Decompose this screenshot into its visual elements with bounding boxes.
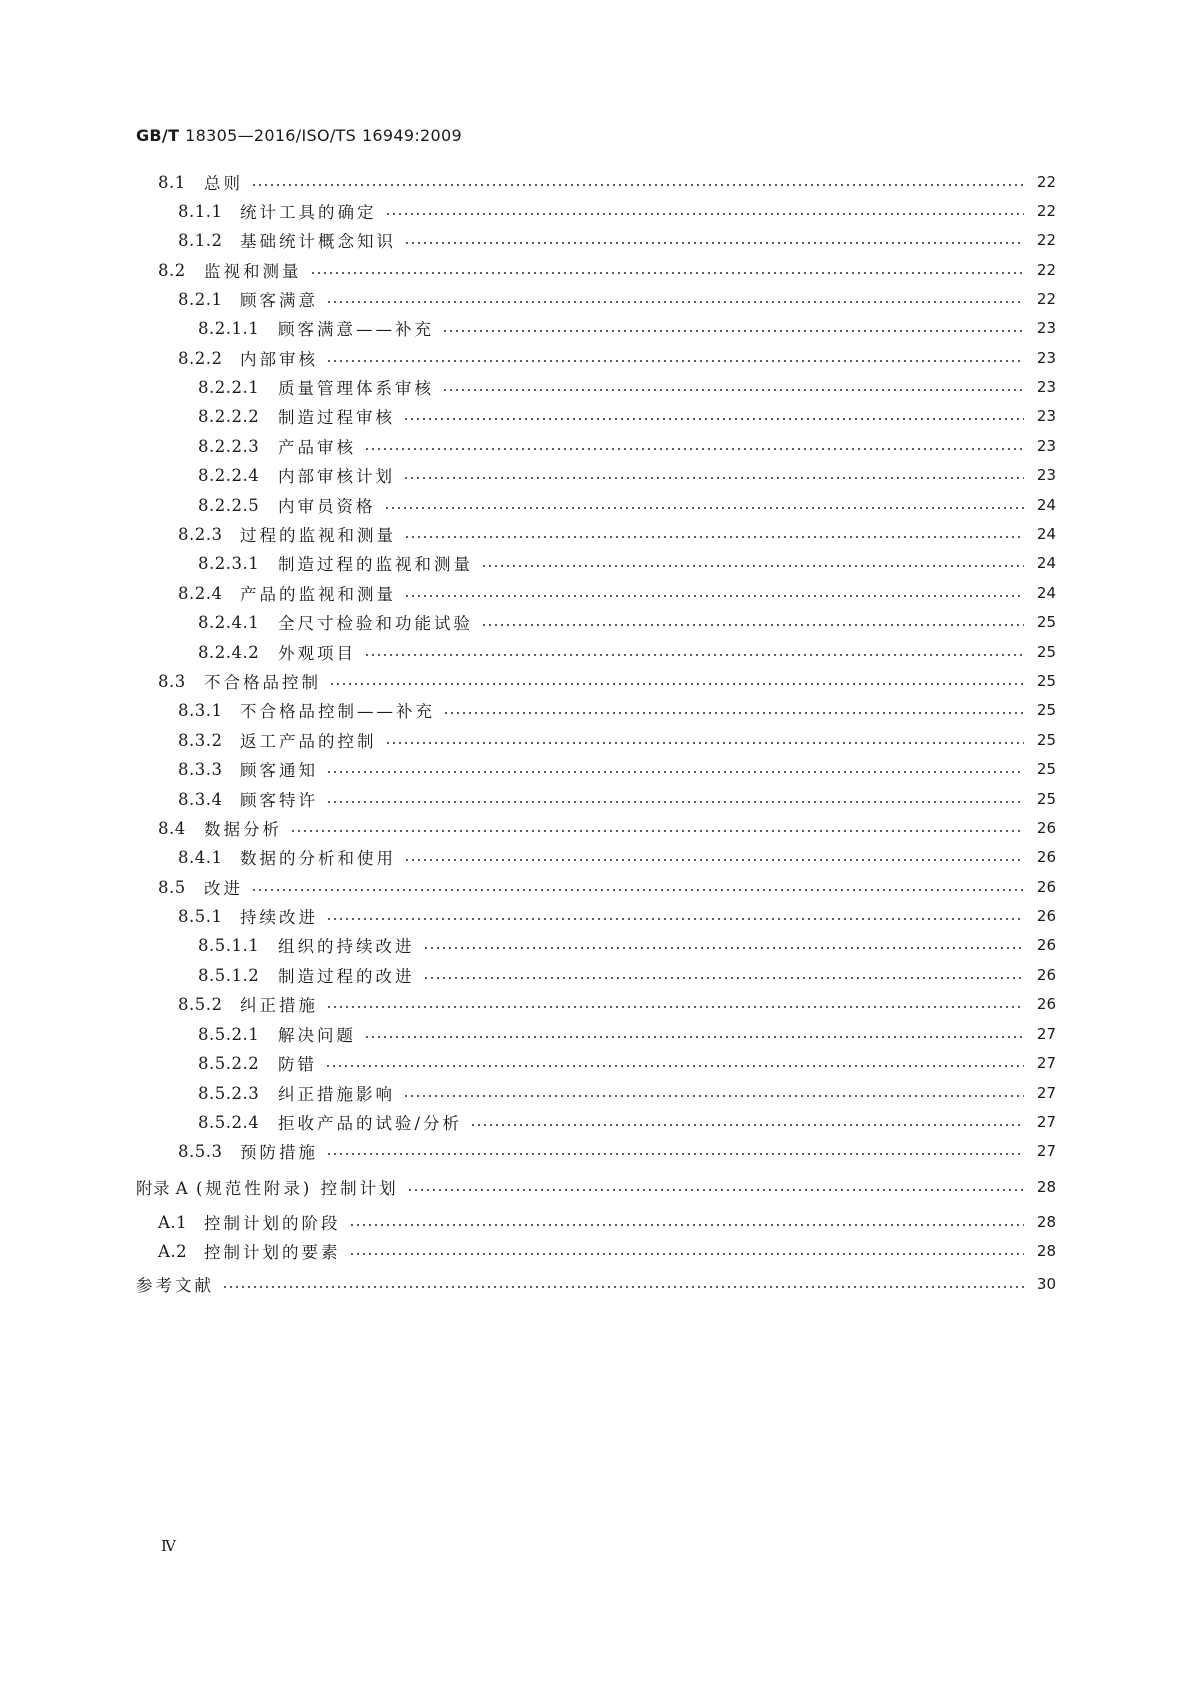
toc-entry-page: 22 — [1036, 202, 1056, 220]
toc-entry[interactable] — [198, 375, 1056, 399]
toc-entry-number: 8.2.3 — [178, 524, 223, 544]
toc-entry-number: 8.2.4 — [178, 583, 223, 603]
dot-leader — [403, 418, 1024, 420]
toc-entry[interactable] — [198, 493, 1056, 517]
toc-entry-title: 基础统计概念知识 — [240, 232, 396, 251]
toc-entry-number: 8.4.1 — [178, 847, 223, 867]
dot-leader — [364, 654, 1024, 656]
dot-leader — [290, 830, 1024, 832]
toc-entry[interactable] — [198, 1022, 1056, 1046]
toc-entry[interactable] — [178, 522, 1056, 546]
dot-leader — [404, 242, 1024, 244]
toc-entry[interactable] — [198, 963, 1056, 987]
toc-entry-title: 内审员资格 — [278, 497, 376, 516]
toc-entry-title: 持续改进 — [240, 908, 318, 927]
toc-entry[interactable] — [178, 228, 1056, 252]
toc-entry-title: 数据分析 — [204, 820, 282, 839]
toc-entry-title: 纠正措施 — [240, 996, 318, 1015]
toc-entry-number: 8.5 — [158, 877, 186, 897]
dot-leader — [443, 712, 1024, 714]
toc-entry-title: 解决问题 — [278, 1026, 356, 1045]
dot-leader — [326, 771, 1024, 773]
toc-entry[interactable] — [198, 1051, 1056, 1075]
dot-leader — [404, 595, 1024, 597]
dot-leader — [481, 565, 1024, 567]
toc-entry-title: (规范性附录) 控制计划 — [196, 1179, 399, 1198]
dot-leader — [404, 859, 1024, 861]
toc-entry-number: 8.2.2.4 — [198, 465, 260, 485]
dot-leader — [470, 1124, 1024, 1126]
toc-entry[interactable] — [198, 404, 1056, 428]
toc-entry-number: 8.3.2 — [178, 730, 223, 750]
toc-entry-title: 拒收产品的试验/分析 — [278, 1114, 463, 1133]
toc-entry-page: 23 — [1036, 319, 1056, 337]
toc-entry-title: 产品的监视和测量 — [240, 585, 396, 604]
toc-entry-number: 8.2.1 — [178, 289, 223, 309]
toc-entry-page: 24 — [1036, 525, 1056, 543]
toc-entry[interactable] — [178, 199, 1056, 223]
toc-entry-page: 27 — [1036, 1054, 1056, 1072]
toc-entry-number: 8.2 — [158, 260, 186, 280]
toc-entry-page: 26 — [1036, 907, 1056, 925]
toc-entry-page: 28 — [1036, 1213, 1056, 1231]
toc-entry-number: 8.5.3 — [178, 1141, 223, 1161]
toc-entry-number: 8.1.1 — [178, 201, 223, 221]
toc-entry-title: 全尺寸检验和功能试验 — [278, 614, 473, 633]
toc-entry[interactable] — [198, 640, 1056, 664]
toc-entry-page: 23 — [1036, 407, 1056, 425]
toc-entry-title: 改进 — [204, 879, 243, 898]
toc-entry[interactable] — [158, 1210, 1056, 1234]
dot-leader — [481, 624, 1024, 626]
toc-entry-title: 预防措施 — [240, 1143, 318, 1162]
toc-entry-page: 30 — [1036, 1275, 1056, 1293]
toc-entry-page: 26 — [1036, 936, 1056, 954]
toc-entry-title: 纠正措施影响 — [278, 1085, 395, 1104]
toc-entry[interactable] — [136, 1272, 1056, 1296]
toc-entry-page: 26 — [1036, 848, 1056, 866]
toc-entry[interactable] — [178, 992, 1056, 1016]
toc-entry-number: 8.5.2.1 — [198, 1024, 260, 1044]
toc-entry[interactable] — [136, 1175, 1056, 1199]
toc-entry-title: 顾客通知 — [240, 761, 318, 780]
toc-entry-page: 25 — [1036, 613, 1056, 631]
dot-leader — [326, 918, 1024, 920]
toc-entry-number: 8.4 — [158, 818, 186, 838]
toc-entry-number: 8.1.2 — [178, 230, 223, 250]
toc-entry[interactable] — [158, 170, 1056, 194]
toc-entry-page: 22 — [1036, 261, 1056, 279]
toc-entry-page: 22 — [1036, 290, 1056, 308]
toc-entry-title: 不合格品控制——补充 — [240, 702, 435, 721]
toc-entry-title: 内部审核 — [240, 350, 318, 369]
toc-entry-number: 8.2.1.1 — [198, 318, 260, 338]
toc-entry-title: 返工产品的控制 — [240, 732, 377, 751]
toc-entry-number: 8.5.1.2 — [198, 965, 260, 985]
toc-entry-number: 8.2.2.3 — [198, 436, 260, 456]
toc-entry-page: 26 — [1036, 966, 1056, 984]
toc-entry-title: 外观项目 — [278, 644, 356, 663]
toc-entry[interactable] — [178, 581, 1056, 605]
dot-leader — [385, 742, 1025, 744]
toc-entry-number: A.1 — [158, 1212, 188, 1232]
toc-entry-number: 8.5.2.2 — [198, 1053, 260, 1073]
dot-leader — [404, 536, 1024, 538]
dot-leader — [423, 977, 1025, 979]
toc-entry-page: 26 — [1036, 819, 1056, 837]
toc-entry-number: 8.5.1.1 — [198, 935, 260, 955]
toc-entry-number: 8.2.4.2 — [198, 642, 260, 662]
toc-entry-page: 25 — [1036, 701, 1056, 719]
toc-entry-page: 25 — [1036, 643, 1056, 661]
toc-entry-page: 25 — [1036, 731, 1056, 749]
dot-leader — [423, 947, 1025, 949]
toc-entry[interactable] — [198, 1081, 1056, 1105]
toc-entry-title: 制造过程的监视和测量 — [278, 555, 473, 574]
toc-entry-number: 8.1 — [158, 172, 186, 192]
toc-entry[interactable] — [178, 787, 1056, 811]
toc-entry[interactable] — [198, 434, 1056, 458]
toc-entry-page: 22 — [1036, 231, 1056, 249]
dot-leader — [403, 477, 1024, 479]
toc-entry[interactable] — [158, 875, 1056, 899]
toc-entry-title: 制造过程审核 — [278, 408, 395, 427]
toc-entry[interactable] — [158, 258, 1056, 282]
toc-entry[interactable] — [198, 316, 1056, 340]
toc-entry-number: 8.3.1 — [178, 700, 223, 720]
toc-entry-page: 28 — [1036, 1178, 1056, 1196]
toc-entry[interactable] — [198, 551, 1056, 575]
dot-leader — [385, 213, 1025, 215]
toc-entry-number: 8.5.1 — [178, 906, 223, 926]
toc-entry-page: 26 — [1036, 878, 1056, 896]
toc-entry-page: 23 — [1036, 466, 1056, 484]
toc-entry-number: 8.5.2 — [178, 994, 223, 1014]
toc-entry-title: 过程的监视和测量 — [240, 526, 396, 545]
toc-entry-title: 不合格品控制 — [204, 673, 321, 692]
toc-entry-number: 8.5.2.4 — [198, 1112, 260, 1132]
toc-entry-number: 8.2.3.1 — [198, 553, 260, 573]
dot-leader — [442, 389, 1024, 391]
toc-entry-title: 内部审核计划 — [278, 467, 395, 486]
toc-entry-number: 8.5.2.3 — [198, 1083, 260, 1103]
toc-entry-page: 25 — [1036, 760, 1056, 778]
page-number: Ⅳ — [161, 1537, 176, 1555]
toc-entry-title: 统计工具的确定 — [240, 203, 377, 222]
toc-entry-page: 27 — [1036, 1084, 1056, 1102]
toc-entry-page: 24 — [1036, 496, 1056, 514]
toc-entry-page: 22 — [1036, 173, 1056, 191]
toc-entry-number: 8.3 — [158, 671, 186, 691]
toc-entry-title: 防错 — [278, 1055, 317, 1074]
toc-entry[interactable] — [198, 933, 1056, 957]
toc-entry[interactable] — [178, 287, 1056, 311]
toc-entry-title: 总则 — [204, 174, 243, 193]
toc-entry[interactable] — [178, 346, 1056, 370]
toc-entry[interactable] — [178, 904, 1056, 928]
dot-leader — [326, 360, 1024, 362]
dot-leader — [329, 683, 1024, 685]
toc-entry-number: 8.3.3 — [178, 759, 223, 779]
dot-leader — [251, 184, 1024, 186]
toc-entry-page: 26 — [1036, 995, 1056, 1013]
toc-entry-title: 控制计划的要素 — [204, 1243, 341, 1262]
dot-leader — [349, 1224, 1025, 1226]
toc-entry-title: 质量管理体系审核 — [278, 379, 434, 398]
dot-leader — [326, 801, 1024, 803]
toc-entry[interactable] — [178, 845, 1056, 869]
dot-leader — [326, 301, 1024, 303]
toc-entry-page: 23 — [1036, 349, 1056, 367]
dot-leader — [310, 272, 1025, 274]
header-suffix: 16949:2009 — [361, 126, 462, 145]
toc-entry-page: 28 — [1036, 1242, 1056, 1260]
dot-leader — [384, 507, 1025, 509]
toc-entry-title: 顾客满意 — [240, 291, 318, 310]
dot-leader — [251, 889, 1024, 891]
toc-entry-title: 数据的分析和使用 — [240, 849, 396, 868]
toc-entry-page: 25 — [1036, 790, 1056, 808]
dot-leader — [326, 1006, 1024, 1008]
toc-entry-title: 组织的持续改进 — [278, 937, 415, 956]
dot-leader — [403, 1095, 1024, 1097]
toc-entry-title: 顾客满意——补充 — [278, 320, 434, 339]
toc-entry-page: 23 — [1036, 378, 1056, 396]
dot-leader — [364, 1036, 1024, 1038]
dot-leader — [325, 1065, 1024, 1067]
toc-entry-page: 27 — [1036, 1025, 1056, 1043]
toc-entry[interactable] — [198, 1110, 1056, 1134]
toc-entry-number: 8.2.4.1 — [198, 612, 260, 632]
toc-entry-title: 产品审核 — [278, 438, 356, 457]
toc-entry[interactable] — [158, 669, 1056, 693]
toc-entry-page: 27 — [1036, 1142, 1056, 1160]
toc-entry-number: 8.2.2.5 — [198, 495, 260, 515]
toc-entry[interactable] — [178, 1139, 1056, 1163]
toc-entry[interactable] — [178, 698, 1056, 722]
toc-entry-page: 23 — [1036, 437, 1056, 455]
toc-entry-title: 控制计划的阶段 — [204, 1214, 341, 1233]
toc-entry-number: 8.2.2.2 — [198, 406, 260, 426]
dot-leader — [442, 330, 1024, 332]
header-standard: 18305—2016/ISO/TS — [185, 126, 357, 145]
toc-entry-number: A.2 — [158, 1241, 188, 1261]
toc-entry-title: 顾客特许 — [240, 791, 318, 810]
toc-entry[interactable] — [158, 816, 1056, 840]
toc-entry-number: 8.2.2 — [178, 348, 223, 368]
toc-entry-number: 8.2.2.1 — [198, 377, 260, 397]
toc-entry[interactable] — [198, 463, 1056, 487]
toc-entry-title: 监视和测量 — [204, 262, 302, 281]
toc-entry[interactable] — [198, 610, 1056, 634]
dot-leader — [222, 1286, 1024, 1288]
toc-entry[interactable] — [178, 728, 1056, 752]
dot-leader — [407, 1189, 1024, 1191]
toc-entry-page: 24 — [1036, 584, 1056, 602]
toc-entry-title: 制造过程的改进 — [278, 967, 415, 986]
toc-entry-title: 参考文献 — [136, 1276, 214, 1295]
dot-leader — [364, 448, 1024, 450]
header-prefix: GB/T — [136, 126, 180, 145]
toc-entry-page: 25 — [1036, 672, 1056, 690]
toc-entry[interactable] — [178, 757, 1056, 781]
toc-entry-number: 附录 A — [136, 1179, 189, 1198]
dot-leader — [326, 1153, 1024, 1155]
toc-entry-page: 27 — [1036, 1113, 1056, 1131]
toc-entry[interactable] — [158, 1239, 1056, 1263]
toc-entry-page: 24 — [1036, 554, 1056, 572]
dot-leader — [349, 1253, 1025, 1255]
toc-entry-number: 8.3.4 — [178, 789, 223, 809]
